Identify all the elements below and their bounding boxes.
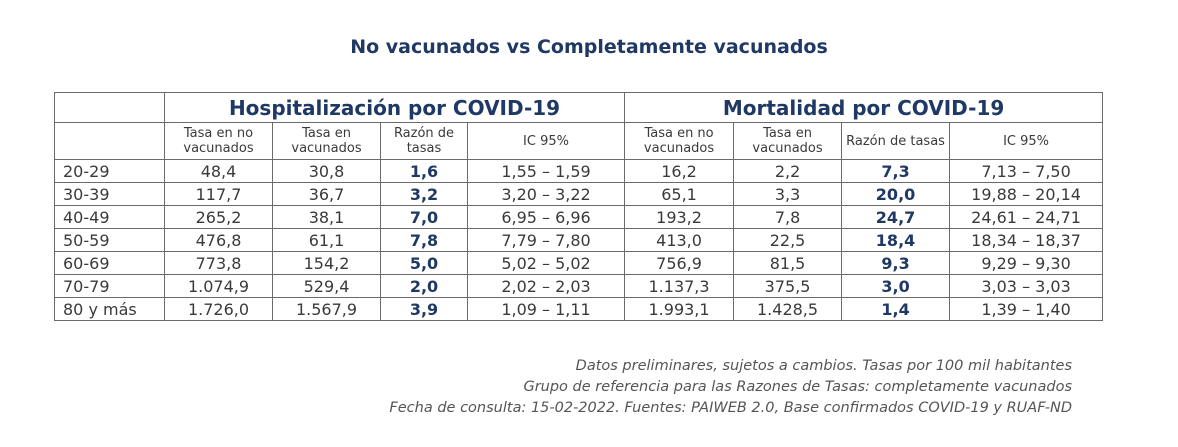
page-title: No vacunados vs Completamente vacunados: [350, 36, 828, 58]
group-header-mortality: Mortalidad por COVID-19: [625, 93, 1103, 123]
hosp-rate-ratio-cell: 2,0: [381, 275, 468, 298]
table-row: [55, 206, 1103, 229]
age-group-cell: 50-59: [55, 229, 165, 252]
footnote-line: Fecha de consulta: 15-02-2022. Fuentes: PAIWEB 2.0, Base confirmados COVID-19 y RUAF-ND: [389, 400, 1072, 416]
hosp-ci-cell: 7,79 – 7,80: [468, 229, 625, 252]
mort-rate-vaccinated-cell: 22,5: [734, 229, 842, 252]
mort-rate-ratio-cell: 3,0: [842, 275, 950, 298]
hosp-rate-vaccinated-cell: 30,8: [273, 160, 381, 183]
hosp-rate-unvaccinated-cell: 1.726,0: [165, 298, 273, 321]
mort-ci-cell: 18,34 – 18,37: [950, 229, 1103, 252]
mort-rate-ratio-cell: 7,3: [842, 160, 950, 183]
mort-ci-header: IC 95%: [950, 123, 1103, 160]
table-body: [55, 93, 1103, 321]
mort-rate-unvaccinated-cell: 65,1: [625, 183, 734, 206]
table-row: [55, 160, 1103, 183]
mort-ci-cell: 7,13 – 7,50: [950, 160, 1103, 183]
hosp-ci-cell: 1,09 – 1,11: [468, 298, 625, 321]
mort-rate-unvaccinated-cell: 413,0: [625, 229, 734, 252]
age-group-cell: 40-49: [55, 206, 165, 229]
table-row: [55, 252, 1103, 275]
mort-rate-ratio-cell: 1,4: [842, 298, 950, 321]
mort-rate-vaccinated-cell: 3,3: [734, 183, 842, 206]
table-row: [55, 229, 1103, 252]
footnotes: [389, 356, 1072, 419]
hosp-rate-ratio-cell: 3,2: [381, 183, 468, 206]
hosp-rate-vaccinated-cell: 529,4: [273, 275, 381, 298]
mort-ci-cell: 24,61 – 24,71: [950, 206, 1103, 229]
group-header-row: [55, 93, 1103, 123]
hosp-ci-cell: 1,55 – 1,59: [468, 160, 625, 183]
footnote-line: Grupo de referencia para las Razones de Tasas: completamente vacunados: [523, 379, 1072, 395]
age-group-cell: 60-69: [55, 252, 165, 275]
mort-rate-unvaccinated-cell: 756,9: [625, 252, 734, 275]
hosp-ci-header: IC 95%: [468, 123, 625, 160]
age-header-cell: [55, 123, 165, 160]
age-group-cell: 20-29: [55, 160, 165, 183]
hosp-rate-vaccinated-cell: 38,1: [273, 206, 381, 229]
hosp-ci-cell: 3,20 – 3,22: [468, 183, 625, 206]
hosp-rate-ratio-header: Razón de tasas: [381, 123, 468, 160]
hosp-rate-vaccinated-header: Tasa en vacunados: [273, 123, 381, 160]
mort-rate-unvaccinated-cell: 16,2: [625, 160, 734, 183]
hosp-rate-unvaccinated-header: Tasa en no vacunados: [165, 123, 273, 160]
hosp-rate-ratio-cell: 7,8: [381, 229, 468, 252]
mort-ci-cell: 19,88 – 20,14: [950, 183, 1103, 206]
mort-rate-vaccinated-cell: 81,5: [734, 252, 842, 275]
hosp-rate-unvaccinated-cell: 117,7: [165, 183, 273, 206]
age-group-cell: 80 y más: [55, 298, 165, 321]
mort-rate-unvaccinated-cell: 1.137,3: [625, 275, 734, 298]
group-header-hospitalization: Hospitalización por COVID-19: [165, 93, 625, 123]
hosp-rate-unvaccinated-cell: 48,4: [165, 160, 273, 183]
hosp-rate-ratio-cell: 3,9: [381, 298, 468, 321]
mort-rate-ratio-cell: 24,7: [842, 206, 950, 229]
mort-rate-ratio-cell: 20,0: [842, 183, 950, 206]
rates-table: [54, 92, 1103, 321]
hosp-rate-ratio-cell: 1,6: [381, 160, 468, 183]
hosp-rate-unvaccinated-cell: 773,8: [165, 252, 273, 275]
mort-rate-unvaccinated-cell: 1.993,1: [625, 298, 734, 321]
mort-rate-vaccinated-cell: 2,2: [734, 160, 842, 183]
mort-rate-ratio-cell: 9,3: [842, 252, 950, 275]
corner-cell: [55, 93, 165, 123]
mort-ci-cell: 9,29 – 9,30: [950, 252, 1103, 275]
hosp-rate-vaccinated-cell: 36,7: [273, 183, 381, 206]
hosp-rate-ratio-cell: 7,0: [381, 206, 468, 229]
table-row: [55, 298, 1103, 321]
hosp-rate-ratio-cell: 5,0: [381, 252, 468, 275]
hosp-ci-cell: 5,02 – 5,02: [468, 252, 625, 275]
age-group-cell: 70-79: [55, 275, 165, 298]
hosp-rate-vaccinated-cell: 154,2: [273, 252, 381, 275]
mort-rate-unvaccinated-header: Tasa en no vacunados: [625, 123, 734, 160]
mort-rate-vaccinated-cell: 1.428,5: [734, 298, 842, 321]
hosp-rate-vaccinated-cell: 61,1: [273, 229, 381, 252]
mort-rate-vaccinated-header: Tasa en vacunados: [734, 123, 842, 160]
mort-ci-cell: 3,03 – 3,03: [950, 275, 1103, 298]
table-row: [55, 275, 1103, 298]
sub-header-row: [55, 123, 1103, 160]
mort-rate-vaccinated-cell: 375,5: [734, 275, 842, 298]
mort-rate-vaccinated-cell: 7,8: [734, 206, 842, 229]
hosp-rate-unvaccinated-cell: 1.074,9: [165, 275, 273, 298]
hosp-rate-vaccinated-cell: 1.567,9: [273, 298, 381, 321]
hosp-rate-unvaccinated-cell: 265,2: [165, 206, 273, 229]
age-group-cell: 30-39: [55, 183, 165, 206]
mort-ci-cell: 1,39 – 1,40: [950, 298, 1103, 321]
footnote-line: Datos preliminares, sujetos a cambios. Tasas por 100 mil habitantes: [575, 358, 1072, 374]
mort-rate-ratio-cell: 18,4: [842, 229, 950, 252]
hosp-ci-cell: 6,95 – 6,96: [468, 206, 625, 229]
mort-rate-unvaccinated-cell: 193,2: [625, 206, 734, 229]
mort-rate-ratio-header: Razón de tasas: [842, 123, 950, 160]
table-row: [55, 183, 1103, 206]
hosp-ci-cell: 2,02 – 2,03: [468, 275, 625, 298]
hosp-rate-unvaccinated-cell: 476,8: [165, 229, 273, 252]
